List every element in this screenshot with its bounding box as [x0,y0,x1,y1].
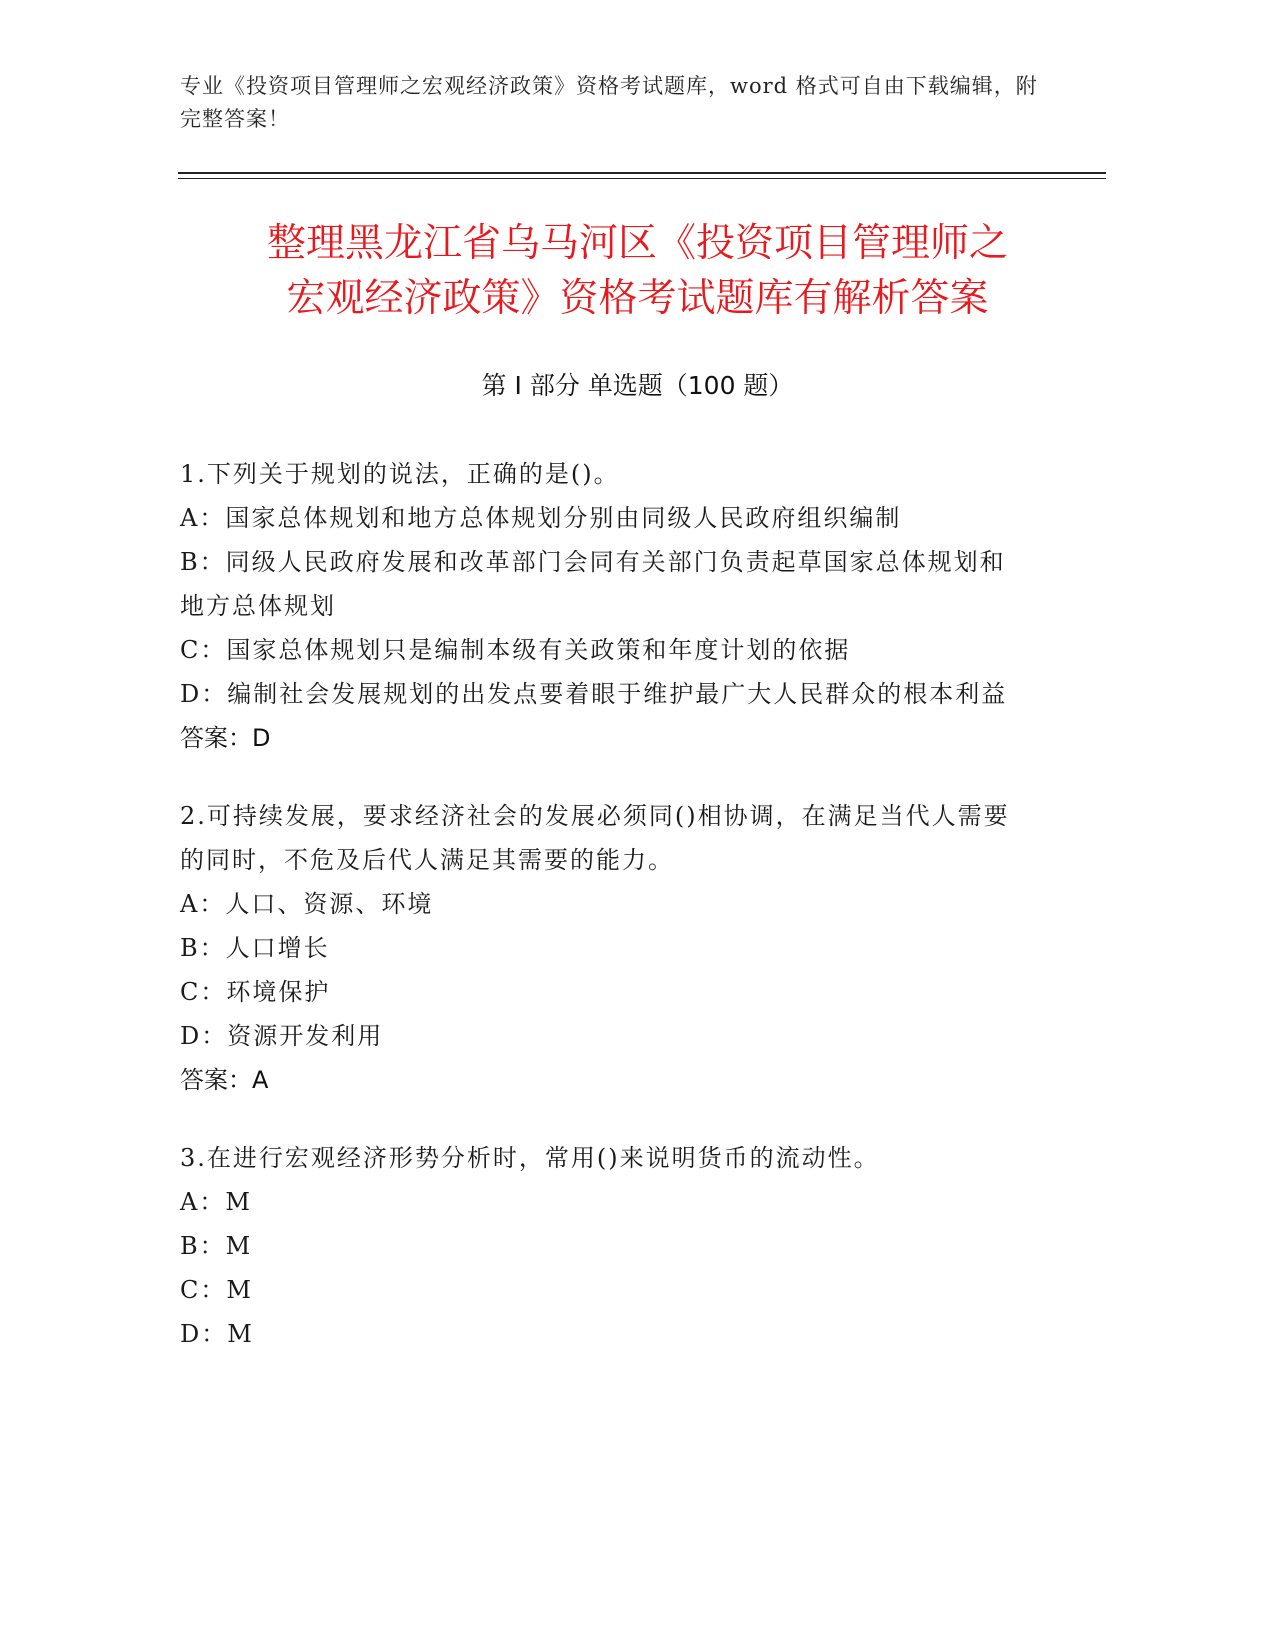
document-title-line-2: 宏观经济政策》资格考试题库有解析答案 [286,276,989,321]
header-note: 专业《投资项目管理师之宏观经济政策》资格考试题库，word 格式可自由下载编辑，附完整答案！ [180,74,1038,131]
document-title-line-1: 整理黑龙江省乌马河区《投资项目管理师之 [266,221,1008,266]
question-3 [180,1136,1030,1356]
answer: 答案：D [180,724,271,752]
question-stem: 2.可持续发展，要求经济社会的发展必须同()相协调，在满足当代人需要的同时，不危及后代人满足其需要的能力。 [180,802,1010,874]
option-a: A：国家总体规划和地方总体规划分别由同级人民政府组织编制 [180,504,902,532]
option-d: D：资源开发利用 [180,1022,384,1050]
question-stem: 3.在进行宏观经济形势分析时，常用()来说明货币的流动性。 [180,1144,880,1172]
question-stem: 1.下列关于规划的说法，正确的是()。 [180,460,620,488]
option-b: B：人口增长 [180,934,330,962]
option-c: C：M [180,1276,253,1304]
answer: 答案：A [180,1066,269,1094]
option-a: A：M [180,1188,252,1216]
header-divider-thick [178,172,1106,174]
document-title [140,216,1135,326]
question-1 [180,452,1030,760]
option-d: D：M [180,1320,254,1348]
option-a: A：人口、资源、环境 [180,890,434,918]
question-list [180,452,1030,1390]
section-title: 第 I 部分 单选题（100 题） [481,371,794,400]
question-2 [180,794,1030,1102]
option-c: C：环境保护 [180,978,331,1006]
option-d: D：编制社会发展规划的出发点要着眼于维护最广大人民群众的根本利益 [180,680,1008,708]
option-b: B：同级人民政府发展和改革部门会同有关部门负责起草国家总体规划和地方总体规划 [180,548,1006,620]
header-divider-thin [178,178,1106,179]
option-b: B：M [180,1232,253,1260]
option-c: C：国家总体规划只是编制本级有关政策和年度计划的依据 [180,636,851,664]
